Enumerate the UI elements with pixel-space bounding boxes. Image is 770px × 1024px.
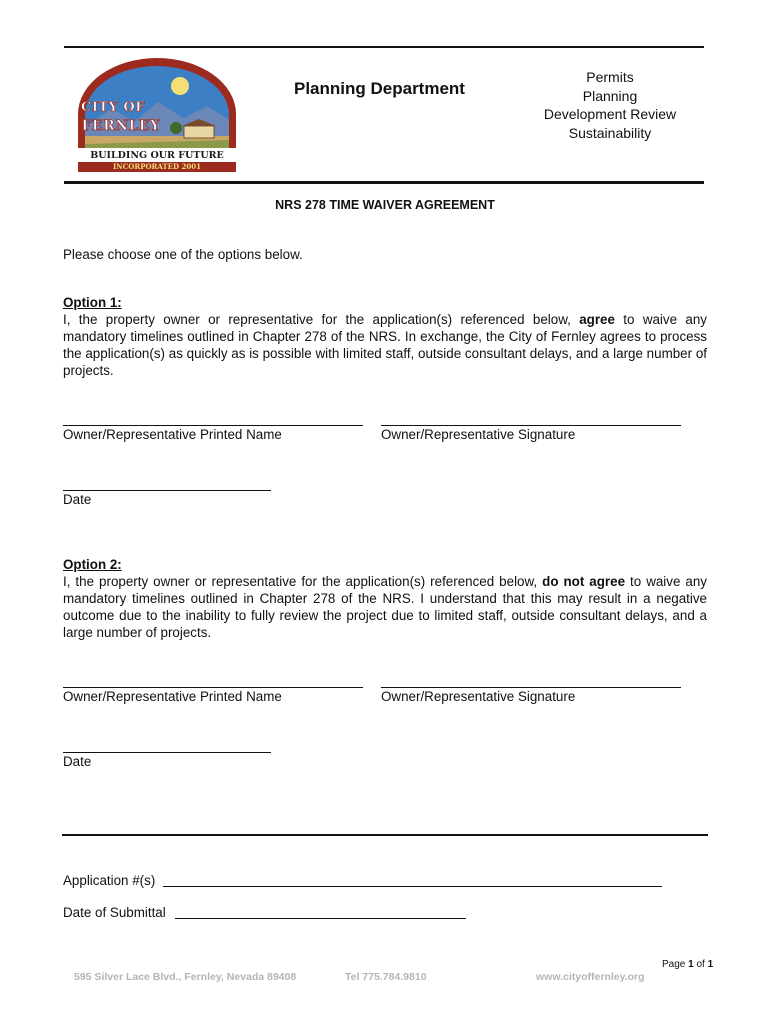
logo-tagline: BUILDING OUR FUTURE <box>90 150 224 161</box>
option1-printed-name-label: Owner/Representative Printed Name <box>63 427 282 442</box>
application-number-label: Application #(s) <box>63 873 156 888</box>
footer-address: 595 Silver Lace Blvd., Fernley, Nevada 89408 <box>74 971 297 983</box>
document-title: NRS 278 TIME WAIVER AGREEMENT <box>275 198 495 212</box>
department-name: Planning Department <box>294 79 465 98</box>
option1-text-after: to waive any mandatory timelines outlined in Chapter 278 of the NRS. In exchange, the City of Fernley agrees to process the application(s) as quickly as is possible with limited staff, outside consultant delays, and a large number of projects. <box>63 312 707 378</box>
option2-block <box>63 556 707 641</box>
instructions: Please choose one of the options below. <box>63 247 303 262</box>
header-bottom-rule <box>64 181 704 184</box>
service-development-review: Development Review <box>543 106 677 122</box>
option2-date-line[interactable] <box>63 752 271 753</box>
service-planning: Planning <box>582 87 638 104</box>
service-permits: Permits <box>586 69 634 85</box>
page-total: 1 <box>707 959 714 970</box>
page-current: 1 <box>688 959 694 970</box>
option1-date-line[interactable] <box>63 490 271 491</box>
logo-line2: FERNLEY <box>81 118 161 134</box>
option2-signature-label: Owner/Representative Signature <box>381 689 576 704</box>
header-top-rule <box>64 46 704 48</box>
service-sustainability: Sustainability <box>568 124 652 141</box>
option1-date-label: Date <box>63 492 92 507</box>
section-divider <box>62 834 708 836</box>
option2-printed-name-label: Owner/Representative Printed Name <box>63 689 282 704</box>
application-number-field[interactable] <box>163 886 662 887</box>
page-number <box>662 959 713 970</box>
date-of-submittal-label: Date of Submittal <box>63 905 166 920</box>
option1-block <box>63 294 707 379</box>
footer-phone: Tel 775.784.9810 <box>345 971 427 983</box>
footer-website[interactable]: www.cityoffernley.org <box>536 971 645 983</box>
logo-line1: CITY OF <box>81 100 145 115</box>
option2-heading: Option 2: <box>63 557 122 572</box>
city-logo <box>72 56 242 176</box>
option2-text-after: to waive any mandatory timelines outlined in Chapter 278 of the NRS. I understand that this may result in a negative outcome due to the inability to fully review the project due to limited staff, outside consultant delays, and a large number of projects. <box>63 574 708 640</box>
logo-incorporated: INCORPORATED 2001 <box>113 162 201 171</box>
option1-signature-label: Owner/Representative Signature <box>381 427 576 442</box>
option2-date-label: Date <box>63 754 92 769</box>
option2-text-before: I, the property owner or representative for the application(s) referenced below, <box>63 574 543 589</box>
option1-emphasis: agree <box>579 312 615 327</box>
option2-emphasis: do not agree <box>542 574 626 589</box>
option1-text-before: I, the property owner or representative for the application(s) referenced below, <box>63 312 580 327</box>
page-separator: of <box>693 959 708 970</box>
page-prefix: Page <box>662 959 689 970</box>
option1-heading: Option 1: <box>63 295 122 310</box>
services-list <box>520 68 700 142</box>
date-of-submittal-field[interactable] <box>175 918 466 919</box>
